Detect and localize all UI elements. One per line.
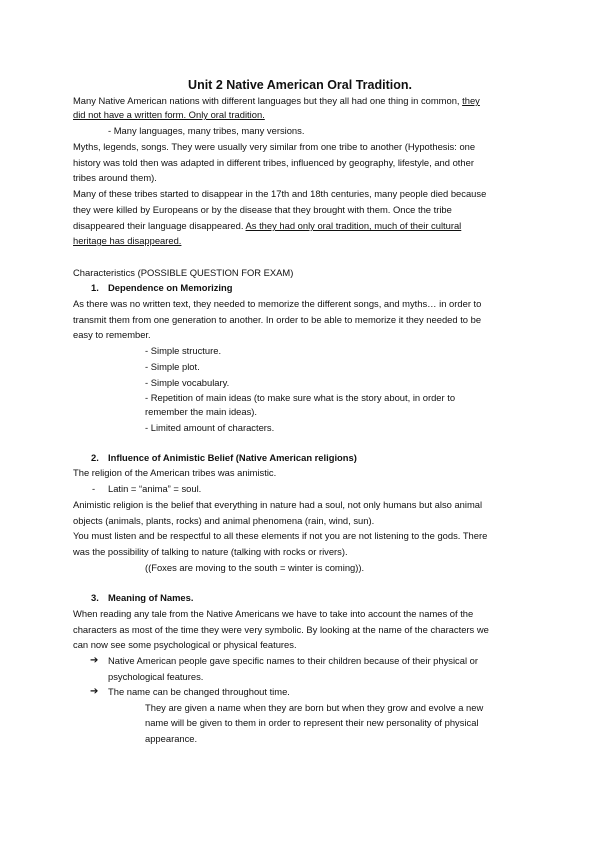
indented-paragraph-line: appearance. xyxy=(145,733,198,744)
paragraph-line: objects (animals, plants, rocks) and animal phenomena (rain, wind, sun). xyxy=(73,515,375,526)
section-heading-1 xyxy=(91,282,233,294)
paragraph-line: transmit them from one generation to another. In order to be able to memorize it they needed to be xyxy=(73,314,482,325)
page-title: Unit 2 Native American Oral Tradition. xyxy=(188,78,412,92)
arrow-bullet-icon: ➔ xyxy=(90,686,99,697)
intro-underlined-line: did not have a written form. Only oral tradition. xyxy=(73,109,265,120)
paragraph-line: When reading any tale from the Native Americans we have to take into account the names of the xyxy=(73,608,474,619)
paragraph-line: You must listen and be respectful to all these elements if not you are not listening to the gods. There xyxy=(73,530,488,541)
dash-bullet: - xyxy=(92,483,96,494)
paragraph-line: As there was no written text, they needed to memorize the different songs, and myths… in order to xyxy=(73,298,482,309)
paragraph-line: tribes around them). xyxy=(73,172,157,183)
characteristics-label: Characteristics (POSSIBLE QUESTION FOR EXAM) xyxy=(73,267,294,278)
paragraph-line: Myths, legends, songs. They were usually very similar from one tribe to another (Hypothesis: one xyxy=(73,141,476,152)
section-heading-text: Influence of Animistic Belief (Native American religions) xyxy=(108,452,357,463)
paragraph-underlined-text: As they had only oral tradition, much of their cultural xyxy=(245,220,462,231)
section-number: 1. xyxy=(91,282,99,293)
paragraph-line: Animistic religion is the belief that everything in nature had a soul, not only humans but also animal xyxy=(73,499,483,510)
arrow-item-line: The name can be changed throughout time. xyxy=(108,686,290,697)
paragraph-line: they were killed by Europeans or by the disease that they brought with them. Once the tribe xyxy=(73,204,452,215)
paragraph-line: history was told then was adapted in different tribes, influenced by geography, lifestyle, and other xyxy=(73,157,474,168)
latin-note: Latin = “anima” = soul. xyxy=(108,483,202,494)
intro-underlined-text: they xyxy=(462,95,480,106)
list-item: - Simple structure. xyxy=(145,345,222,356)
section-heading-text: Dependence on Memorizing xyxy=(108,282,233,293)
list-item: - Repetition of main ideas (to make sure what is the story about, in order to xyxy=(145,392,456,403)
paragraph-underlined-line: heritage has disappeared. xyxy=(73,235,182,246)
paragraph-line xyxy=(73,220,461,232)
intro-line xyxy=(73,95,480,107)
intro-bullet: - Many languages, many tribes, many versions. xyxy=(108,125,305,136)
indented-paragraph-line: They are given a name when they are born but when they grow and evolve a new xyxy=(145,702,484,713)
paragraph-line: characters as most of the time they were very symbolic. By looking at the name of the characters we xyxy=(73,624,489,635)
paragraph-text: disappeared their language disappeared. xyxy=(73,220,246,231)
intro-text: Many Native American nations with different languages but they all had one thing in common, xyxy=(73,95,463,106)
section-number: 3. xyxy=(91,592,99,603)
arrow-item-line: psychological features. xyxy=(108,671,204,682)
list-item: remember the main ideas). xyxy=(145,406,258,417)
paragraph-line: Many of these tribes started to disappear in the 17th and 18th centuries, many people died because xyxy=(73,188,487,199)
paragraph-line: was the possibility of talking to nature (talking with rocks or rivers). xyxy=(73,546,348,557)
paragraph-line: The religion of the American tribes was animistic. xyxy=(73,467,277,478)
section-number: 2. xyxy=(91,452,99,463)
list-item: - Simple plot. xyxy=(145,361,200,372)
list-item: - Limited amount of characters. xyxy=(145,422,275,433)
section-heading-text: Meaning of Names. xyxy=(108,592,194,603)
section-heading-2 xyxy=(91,452,357,464)
arrow-bullet-icon: ➔ xyxy=(90,655,99,666)
arrow-item-line: Native American people gave specific names to their children because of their physical or xyxy=(108,655,478,666)
paragraph-line: easy to remember. xyxy=(73,329,151,340)
indented-paragraph-line: name will be given to them in order to represent their new personality of physical xyxy=(145,717,479,728)
section-heading-3 xyxy=(91,592,193,604)
paragraph-line: can now see some psychological or physical features. xyxy=(73,639,297,650)
example-line: ((Foxes are moving to the south = winter is coming)). xyxy=(145,562,365,573)
list-item: - Simple vocabulary. xyxy=(145,377,230,388)
